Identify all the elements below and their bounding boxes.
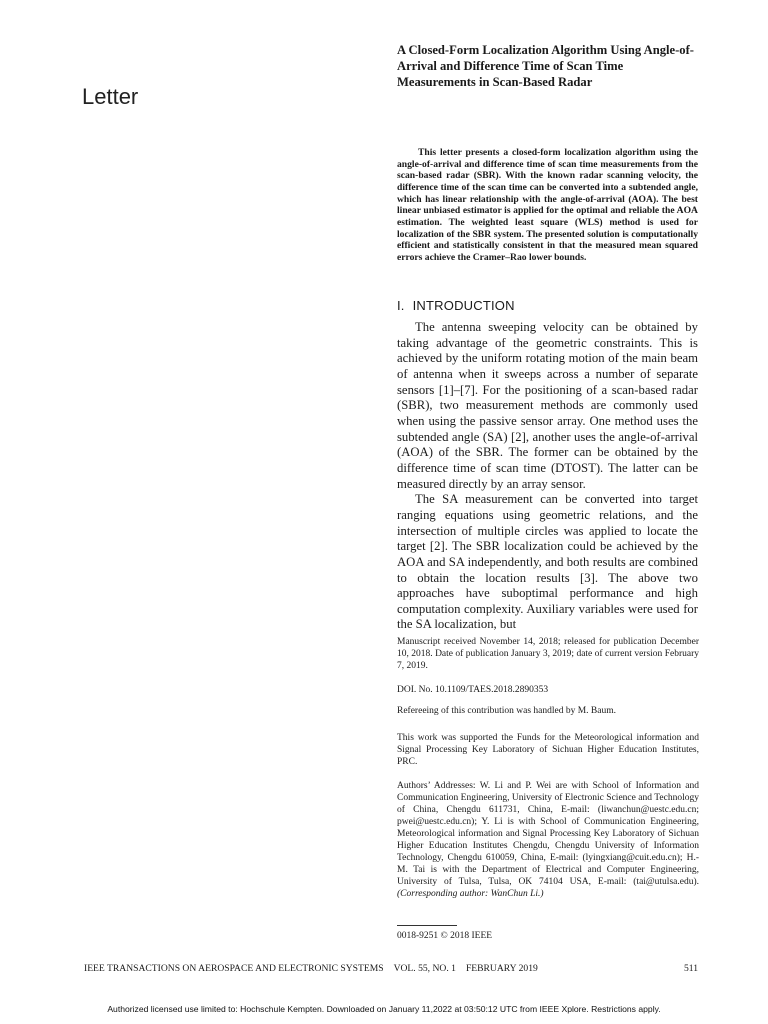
addresses-text: Authors’ Addresses: W. Li and P. Wei are with School of Information and Communication Engineering, University of Electronic Science and Technology of China, Chengdu 611731, China, E-mail: (liwanchun@uestc.edu.cn; pwei@uestc.edu.cn); Y. Li is with School of Communication Engineering, Meteorological information and Signal Processing Key Laboratory of Sichuan Higher Education Institutes Chengdu, Chengdu University of Information Technology, Chengdu 610059, China, E-mail: (lyingxiang@cuit.edu.cn); H.-M. Tai is with the Department of Electrical and Computer Engineering, University of Tulsa, Tulsa, OK 74104 USA, E-mail: (tai@utulsa.edu). bbox=[397, 781, 699, 887]
journal-volume: VOL. 55, NO. 1 bbox=[393, 963, 456, 974]
copyright-line: 0018-9251 © 2018 IEEE bbox=[397, 931, 493, 941]
authors-addresses bbox=[397, 780, 699, 900]
journal-name: IEEE TRANSACTIONS ON AEROSPACE AND ELECTRONIC SYSTEMS bbox=[84, 963, 384, 974]
section-number: I. bbox=[397, 298, 405, 313]
page-footer bbox=[84, 963, 698, 974]
page-number: 511 bbox=[683, 963, 698, 974]
manuscript-note: Manuscript received November 14, 2018; released for publication December 10, 2018. Date of publication January 3, 2019; date of current version February 7, 2019. bbox=[397, 637, 699, 671]
body-paragraph: The antenna sweeping velocity can be obtained by taking advantage of the geometric constraints. This is achieved by the uniform rotating motion of the main beam of antenna when it sweeps across a number of separate sensors [1]–[7]. For the positioning of a scan-based radar (SBR), two measurement methods are commonly used when using the passive sensor array. One method uses the subtended angle (SA) [2], another uses the angle-of-arrival (AOA) of the SBR. The former can be obtained by the difference time of scan time (DTOST). The latter can be measured directly by an array sensor. bbox=[397, 320, 698, 491]
body-paragraph: The SA measurement can be converted into target ranging equations using geometric relations, and the intersection of multiple circles was applied to locate the target [2]. The SBR localization could be achieved by the AOA and SA independently, and both results are combined to obtain the location results [3]. The above two approaches have suboptimal performance and high computation complexity. Auxiliary variables were used for the SA localization, but bbox=[397, 492, 698, 632]
funding-note: This work was supported the Funds for the Meteorological information and Signal Processing Key Laboratory of Sichuan Higher Education Institutes, PRC. bbox=[397, 733, 699, 767]
section-heading bbox=[397, 298, 515, 313]
journal-date: FEBRUARY 2019 bbox=[465, 963, 538, 974]
paper-title: A Closed-Form Localization Algorithm Using Angle-of-Arrival and Difference Time of Scan Time Measurements in Scan-Based Radar bbox=[397, 43, 694, 89]
abstract: This letter presents a closed-form localization algorithm using the angle-of-arrival and difference time of scan time measurements from the scan-based radar (SBR). With the known radar scanning velocity, the difference time of the scan time can be converted into a subtended angle, which has linear relationship with the angle-of-arrival (AOA). The best linear unbiased estimator is applied for the optimal and reliable the AOA estimation. The weighted least square (WLS) method is used for localization of the SBR system. The presented solution is computationally efficient and statistically consistent in that the measured mean squared errors achieve the Cramer–Rao lower bounds. bbox=[397, 147, 698, 263]
journal-info bbox=[84, 963, 548, 974]
corresponding-author: (Corresponding author: WanChun Li.) bbox=[397, 889, 544, 899]
body-text bbox=[397, 320, 698, 633]
footnote-rule bbox=[397, 925, 457, 926]
section-title: INTRODUCTION bbox=[412, 298, 515, 313]
doi-note: DOI. No. 10.1109/TAES.2018.2890353 bbox=[397, 685, 549, 695]
refereeing-note: Refereeing of this contribution was handled by M. Baum. bbox=[397, 706, 616, 716]
article-type-label: Letter bbox=[82, 84, 139, 109]
license-notice: Authorized licensed use limited to: Hochschule Kempten. Downloaded on January 11,2022 at 03:50:12 UTC from IEEE Xplore. Restrictions apply. bbox=[107, 1004, 661, 1014]
